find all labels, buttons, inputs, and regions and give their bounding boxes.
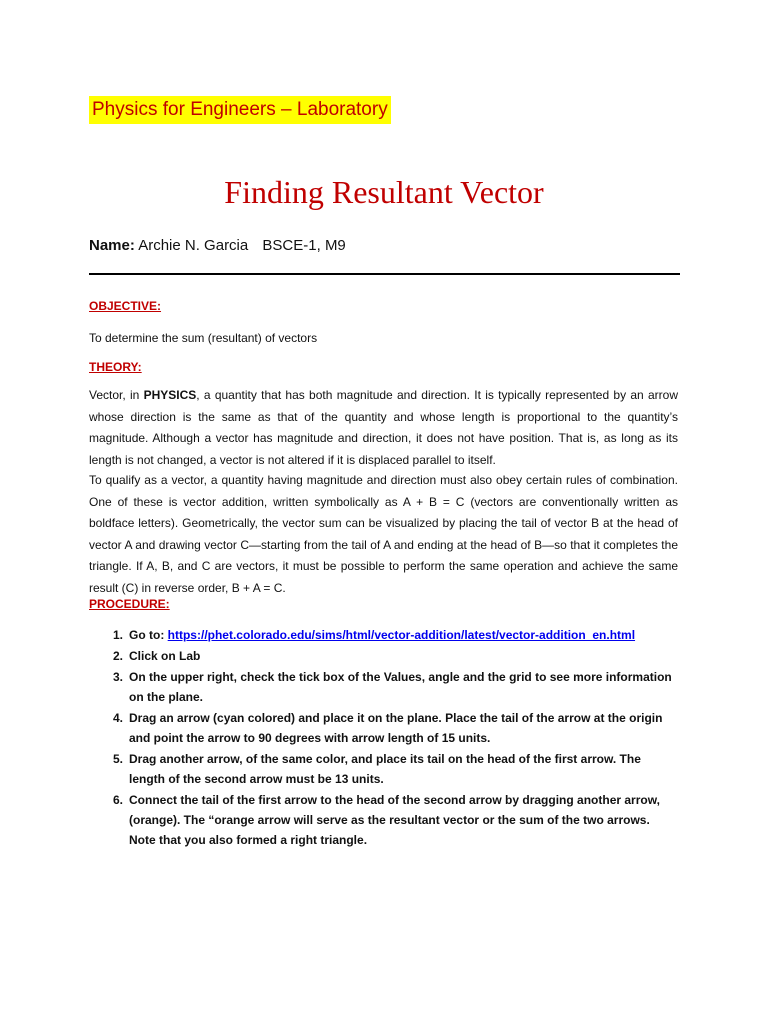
procedure-step bbox=[89, 790, 679, 850]
procedure-steps bbox=[89, 625, 679, 851]
step-text: Connect the tail of the first arrow to the head of the second arrow by dragging another arrow,(orange). The “orange arrow will serve as the resultant vector or the sum of the two arrows. Note that you also formed a right triangle. bbox=[129, 793, 660, 847]
phet-sim-link[interactable]: https://phet.colorado.edu/sims/html/vector-addition/latest/vector-addition_en.html bbox=[167, 628, 636, 642]
procedure-step bbox=[89, 646, 679, 666]
theory-p1-start: Vector, in bbox=[89, 388, 144, 402]
step-text: Click on Lab bbox=[129, 649, 201, 663]
student-section: BSCE-1, M9 bbox=[262, 237, 346, 254]
step-text bbox=[129, 625, 679, 645]
step-number: 6. bbox=[112, 793, 123, 807]
step-text: On the upper right, check the tick box of the Values, angle and the grid to see more information on the plane. bbox=[129, 670, 672, 704]
procedure-step bbox=[89, 625, 679, 645]
physics-term: PHYSICS bbox=[143, 388, 197, 402]
procedure-step bbox=[89, 708, 679, 748]
step-number: 2. bbox=[112, 649, 123, 663]
procedure-heading: PROCEDURE: bbox=[89, 597, 170, 611]
student-name-line bbox=[89, 236, 346, 256]
objective-text: To determine the sum (resultant) of vectors bbox=[89, 331, 318, 345]
theory-paragraph-2: To qualify as a vector, a quantity having magnitude and direction must also obey certain rules of combination. One of these is vector addition, written symbolically as A + B = C (vectors are conventionally written as boldface letters). Geometrically, the vector sum can be visualized by placing the tail of vector B at the head of vector A and drawing vector C—starting from the tail of A and ending at the head of B—so that it completes the triangle. If A, B, and C are vectors, it must be possible to perform the same operation and achieve the same result (C) in reverse order, B + A = C. bbox=[89, 473, 678, 595]
procedure-step bbox=[89, 749, 679, 789]
course-title-banner: Physics for Engineers – Laboratory bbox=[89, 96, 391, 124]
step-text: Drag an arrow (cyan colored) and place it on the plane. Place the tail of the arrow at the origin and point the arrow to 90 degrees with arrow length of 15 units. bbox=[129, 711, 663, 745]
step-number: 5. bbox=[112, 752, 123, 766]
step-number: 1. bbox=[112, 628, 123, 642]
theory-heading: THEORY: bbox=[89, 360, 142, 374]
step-text: Drag another arrow, of the same color, and place its tail on the head of the first arrow. The length of the second arrow must be 13 units. bbox=[129, 752, 641, 786]
step-number: 3. bbox=[112, 670, 123, 684]
procedure-step bbox=[89, 667, 679, 707]
step-number: 4. bbox=[112, 711, 123, 725]
horizontal-divider bbox=[89, 273, 680, 275]
name-label: Name: bbox=[89, 237, 135, 254]
student-name: Archie N. Garcia bbox=[138, 237, 249, 254]
document-title: Finding Resultant Vector bbox=[224, 174, 544, 210]
step-prefix: Go to: bbox=[129, 628, 168, 642]
theory-paragraph-1 bbox=[89, 385, 678, 471]
objective-heading: OBJECTIVE: bbox=[89, 299, 162, 313]
theory-p1-rest: , a quantity that has both magnitude and direction. It is typically represented by an arrow whose direction is the same as that of the quantity and whose length is proportional to the quantity’s magnitude. Although a vector has magnitude and direction, it does not have position. That is, as long as its length is not changed, a vector is not altered if it is displaced parallel to itself. bbox=[89, 388, 679, 467]
